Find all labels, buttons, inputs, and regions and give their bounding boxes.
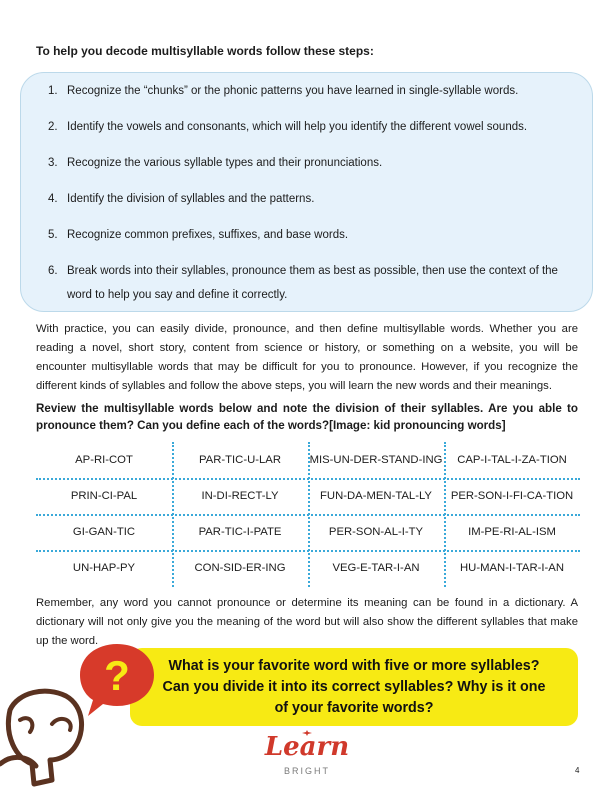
step-number: 5. — [48, 229, 58, 241]
syllable-word: PRIN-CI-PAL — [70, 490, 138, 502]
review-prompt: Review the multisyllable words below and note the division of their syllables. Are you able to pronounce them? Can you define each of the words?[Image: kid pronouncing words] — [36, 402, 578, 432]
step-text: Recognize the “chunks” or the phonic patterns you have learned in single-syllable words. — [67, 85, 519, 97]
syllable-word: PAR-TIC-I-PATE — [198, 526, 282, 538]
question-line: Can you divide it into its correct syllables? Why is it one — [162, 679, 546, 695]
syllable-word-grid — [36, 442, 580, 587]
question-text — [146, 656, 562, 719]
step-text: Recognize common prefixes, suffixes, and base words. — [67, 229, 349, 241]
syllable-word: AP-RI-COT — [75, 454, 133, 466]
step-number: 2. — [48, 121, 58, 133]
thinking-kid-icon — [0, 680, 110, 792]
syllable-word: FUN-DA-MEN-TAL-LY — [320, 490, 432, 502]
question-line: What is your favorite word with five or more syllables? — [168, 658, 540, 674]
step-number: 4. — [48, 193, 58, 205]
syllable-word: IN-DI-RECT-LY — [201, 490, 279, 502]
step-text: Identify the vowels and consonants, which will help you identify the different vowel sounds. — [67, 121, 528, 133]
syllable-word: VEG-E-TAR-I-AN — [332, 562, 420, 574]
step-text: Recognize the various syllable types and their pronunciations. — [67, 157, 383, 169]
syllable-word: GI-GAN-TIC — [72, 526, 136, 538]
syllable-word: PAR-TIC-U-LAR — [198, 454, 281, 466]
step-number: 1. — [48, 85, 58, 97]
syllable-word: CAP-I-TAL-I-ZA-TION — [457, 454, 567, 466]
question-line: of your favorite words? — [274, 700, 434, 716]
logo-word: Learn — [264, 732, 350, 762]
learn-bright-logo — [252, 730, 362, 786]
syllable-word: PER-SON-I-FI-CA-TION — [450, 490, 574, 502]
syllable-word: HU-MAN-I-TAR-I-AN — [460, 562, 564, 574]
step-text: Identify the division of syllables and the patterns. — [67, 193, 315, 205]
page-number: 4 — [575, 766, 580, 775]
practice-paragraph: With practice, you can easily divide, pronounce, and then define multisyllable words. Whether you are reading a novel, short story, content from science or history, or something on a website, you will be encounter multisyllable words that may be difficult for you to pronounce. However, if you recognize the different kinds of syllables and follow the above steps, you will learn the new words and their meanings. — [36, 323, 578, 392]
instructions-heading: To help you decode multisyllable words follow these steps: — [36, 44, 374, 58]
syllable-word: CON-SID-ER-ING — [194, 562, 286, 574]
question-mark: ? — [104, 652, 130, 699]
step-number: 6. — [48, 265, 58, 277]
step-number: 3. — [48, 157, 58, 169]
logo-tagline: BRIGHT — [283, 766, 330, 776]
syllable-word: MIS-UN-DER-STAND-ING — [309, 454, 443, 466]
closing-paragraph: Remember, any word you cannot pronounce or determine its meaning can be found in a dictionary. A dictionary will not only give you the meaning of the word but will also show the different syllables that make up the word. — [36, 597, 578, 647]
syllable-word: UN-HAP-PY — [72, 562, 136, 574]
syllable-word: IM-PE-RI-AL-ISM — [468, 526, 556, 538]
syllable-word: PER-SON-AL-I-TY — [328, 526, 424, 538]
step-text: Break words into their syllables, pronounce them as best as possible, then use the context of the word to help you say and define it correctly. — [67, 265, 558, 301]
